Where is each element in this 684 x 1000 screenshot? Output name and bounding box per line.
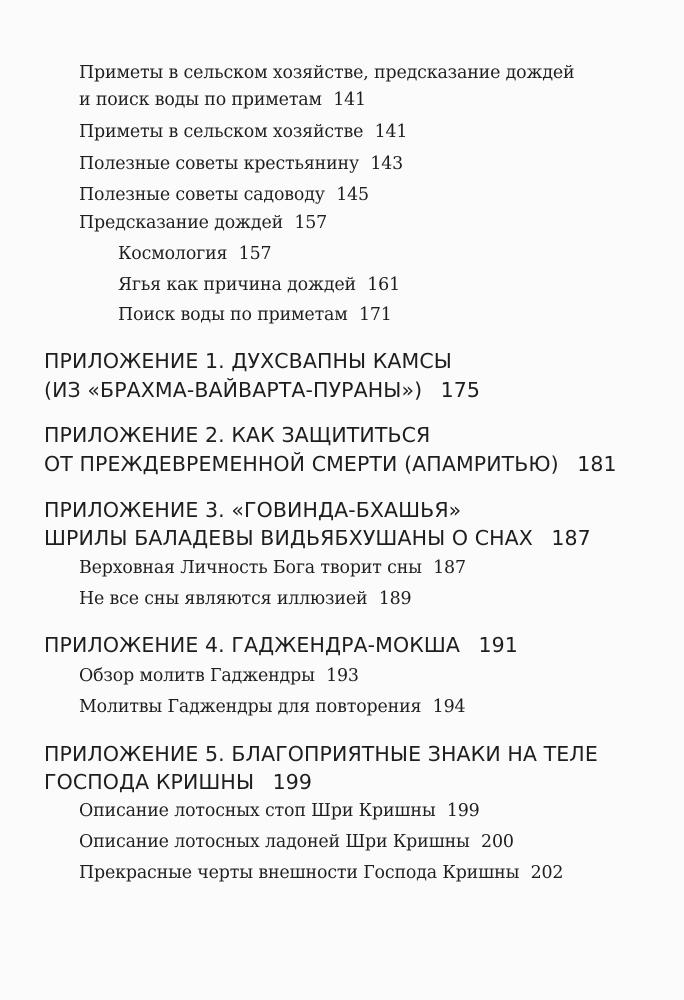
toc-entry-title: Ягья как причина дождей: [118, 275, 356, 295]
toc-entry: [79, 834, 514, 851]
toc-page-number: 194: [432, 697, 466, 717]
toc-page-number: 189: [378, 589, 412, 609]
toc-page-number: 145: [336, 185, 369, 205]
toc-entry-title: Предсказание дождей: [79, 213, 284, 233]
toc-entry-line: [79, 92, 366, 109]
appendix-heading: [44, 380, 480, 401]
toc-entry-title: Описание лотосных ладоней Шри Кришны: [79, 832, 470, 852]
appendix-title: ПРИЛОЖЕНИЕ 3. «ГОВИНДА-БХАШЬЯ»: [44, 498, 462, 522]
appendix-heading: [44, 454, 617, 475]
appendix-title: ГОСПОДА КРИШНЫ: [44, 770, 255, 794]
toc-entry: [79, 560, 466, 577]
toc-page-number: 161: [367, 275, 401, 295]
toc-page-number: 141: [333, 90, 366, 110]
toc-entry-title: и поиск воды по приметам: [79, 90, 322, 110]
toc-page-number: 141: [374, 122, 408, 142]
appendix-title: ШРИЛЫ БАЛАДЕВЫ ВИДЬЯБХУШАНЫ О СНАХ: [44, 526, 533, 550]
toc-entry-title: Космология: [118, 244, 228, 264]
appendix-heading: [44, 528, 591, 549]
toc-entry-line: [79, 65, 575, 82]
toc-page-number: 193: [326, 666, 359, 686]
toc-entry-title: Приметы в сельском хозяйстве: [79, 122, 364, 142]
toc-page-number: 181: [577, 452, 617, 476]
appendix-title: ОТ ПРЕЖДЕВРЕМЕННОЙ СМЕРТИ (АПАМРИТЬЮ): [44, 452, 559, 476]
toc-page-number: 199: [446, 801, 480, 821]
appendix-heading: [44, 635, 518, 656]
toc-page-number: 157: [238, 244, 272, 264]
appendix-heading: [44, 744, 598, 765]
appendix-heading: [44, 425, 430, 446]
toc-page-number: 200: [481, 832, 514, 852]
toc-page-number: 157: [294, 213, 328, 233]
toc-entry: [79, 865, 563, 882]
appendix-heading: [44, 772, 312, 793]
toc-entry: [79, 124, 407, 141]
toc-entry-title: Прекрасные черты внешности Господа Кришны: [79, 863, 520, 883]
toc-entry: [79, 156, 403, 173]
toc-subentry: [118, 246, 271, 263]
appendix-title: ПРИЛОЖЕНИЕ 2. КАК ЗАЩИТИТЬСЯ: [44, 423, 431, 447]
toc-entry-title: Обзор молитв Гаджендры: [79, 666, 315, 686]
toc-page-number: 171: [358, 305, 392, 325]
appendix-title: ПРИЛОЖЕНИЕ 5. БЛАГОПРИЯТНЫЕ ЗНАКИ НА ТЕЛЕ: [44, 742, 598, 766]
toc-entry-title: Описание лотосных стоп Шри Кришны: [79, 801, 436, 821]
toc-entry: [79, 591, 411, 608]
appendix-title: (ИЗ «БРАХМА-ВАЙВАРТА-ПУРАНЫ»): [44, 378, 423, 402]
appendix-title: ПРИЛОЖЕНИЕ 1. ДУХСВАПНЫ КАМСЫ: [44, 349, 452, 373]
toc-page-number: 175: [440, 378, 481, 402]
toc-entry-title: Не все сны являются иллюзией: [79, 589, 368, 609]
appendix-heading: [44, 500, 461, 521]
toc-entry-title: Верховная Личность Бога творит сны: [79, 558, 422, 578]
toc-page-number: 199: [272, 770, 313, 794]
toc-entry: [79, 215, 327, 232]
toc-entry: [79, 187, 369, 204]
toc-page-number: 143: [370, 154, 404, 174]
toc-entry-title: Полезные советы крестьянину: [79, 154, 360, 174]
toc-subentry: [118, 307, 392, 324]
appendix-title: ПРИЛОЖЕНИЕ 4. ГАДЖЕНДРА-МОКША: [44, 633, 461, 657]
toc-page-number: 187: [433, 558, 466, 578]
toc-page-number: 187: [551, 526, 591, 550]
toc-entry-title: Приметы в сельском хозяйстве, предсказание дождей: [79, 63, 575, 83]
toc-subentry: [118, 277, 400, 294]
toc-entry-title: Поиск воды по приметам: [118, 305, 348, 325]
appendix-heading: [44, 351, 452, 372]
toc-entry-title: Молитвы Гаджендры для повторения: [79, 697, 422, 717]
toc-entry: [79, 803, 480, 820]
toc-entry: [79, 699, 465, 716]
toc-entry-title: Полезные советы садоводу: [79, 185, 325, 205]
toc-page-number: 191: [478, 633, 518, 657]
toc-page-number: 202: [530, 863, 564, 883]
toc-entry: [79, 668, 359, 685]
